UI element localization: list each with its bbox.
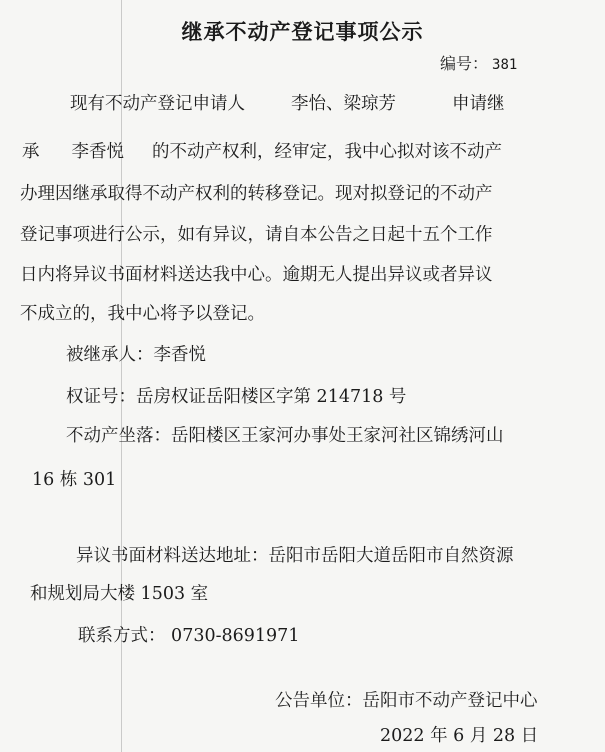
issuer: 公告单位：岳阳市不动产登记中心	[275, 691, 538, 711]
contact-field: 联系方式： 0730-8691971	[78, 626, 300, 646]
body-line-2	[22, 140, 502, 164]
serial-number	[440, 51, 517, 74]
body-text: 承	[22, 142, 40, 162]
objection-address-field: 异议书面材料送达地址：岳阳市岳阳大道岳阳市自然资源	[76, 546, 514, 566]
location-field: 不动产坐落：岳阳楼区王家河办事处王家河社区锦绣河山	[66, 426, 504, 446]
body-line-3: 办理因继承取得不动产权利的转移登记。现对拟登记的不动产	[20, 184, 493, 204]
document-title: 继承不动产登记事项公示	[181, 20, 424, 44]
body-line-5: 日内将异议书面材料送达我中心。逾期无人提出异议或者异议	[20, 265, 493, 285]
serial-label: 编号：	[440, 54, 489, 73]
objection-address-cont: 和规划局大楼 1503 室	[30, 584, 209, 604]
body-line-4: 登记事项进行公示，如有异议，请自本公告之日起十五个工作	[20, 225, 493, 245]
heir-of-field: 被继承人：李香悦	[66, 345, 206, 365]
serial-value: 381	[492, 57, 518, 73]
body-text: 申请继	[452, 94, 505, 114]
issue-date: 2022 年 6 月 28 日	[380, 726, 539, 746]
location-field-cont: 16 栋 301	[32, 470, 117, 490]
certificate-field: 权证号：岳房权证岳阳楼区字第 214718 号	[66, 387, 407, 407]
body-line-6: 不成立的，我中心将予以登记。	[20, 304, 265, 324]
deceased-name: 李香悦	[71, 142, 124, 162]
applicant-names: 李怡、梁琼芳	[291, 94, 396, 114]
body-line-1	[70, 92, 505, 116]
body-text: 现有不动产登记申请人	[70, 94, 245, 114]
body-text: 的不动产权利，经审定，我中心拟对该不动产	[152, 142, 502, 162]
